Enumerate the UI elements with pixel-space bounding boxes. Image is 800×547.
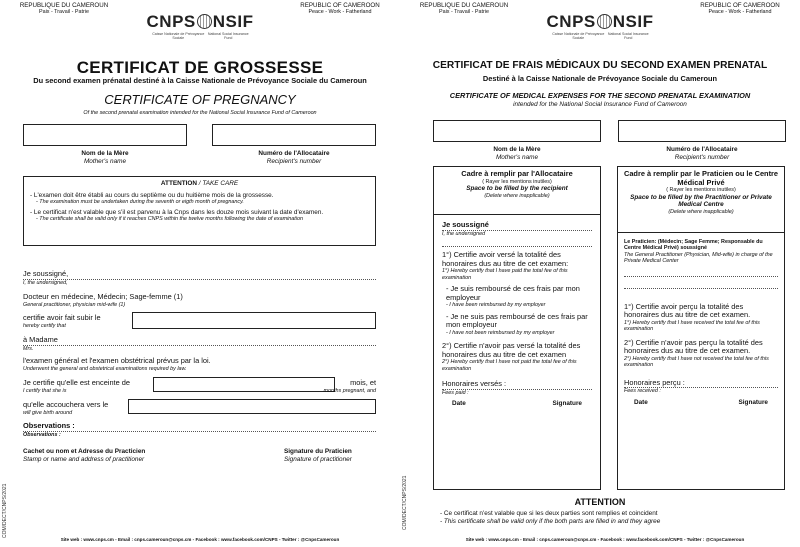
practitioner-section-sub: ( Rayer les mentions inutiles): [666, 187, 736, 194]
attention-item-2: - Le certificat n'est valable que s'il est parvenu à la Cnps dans les douze mois suivant la date d'examen.: [30, 209, 369, 217]
recipient-section-body: [434, 215, 600, 408]
form-code-2: COM/DECT/CNPS/2021: [402, 475, 408, 530]
recipient-label-en-2: Recipient's number: [674, 153, 730, 161]
practitioner-certify-2-en: 2°) Hereby certify that I have not received the total fee of this examination: [624, 355, 769, 369]
page-subtitle-en: Of the second prenatal examination intended for the National Social Insurance Fund of Cameroon: [83, 110, 317, 116]
motto-en-2: Peace - Work - Fatherland: [708, 9, 772, 15]
practitioner-label-en: The General Practitioner (Physician, Mid-wife) in charge of the Private Medical Center: [624, 251, 773, 265]
logo-text-cnps: CNPS: [146, 12, 196, 31]
attention-title-fr: ATTENTION: [160, 180, 197, 187]
republic-header-en-2: [690, 2, 790, 16]
doctor-label: Docteur en médecine, Médecin; Sage-femme (1): [23, 292, 183, 301]
recipient-fees-paid[interactable]: Honoraires versés :: [442, 380, 592, 390]
undersigned-line: [23, 270, 376, 286]
certify-line: [23, 314, 143, 329]
pregnant-label-en: I certify that she is: [23, 387, 67, 394]
recipient-label-fr-2: Numéro de l'Allocataire: [666, 146, 738, 153]
birth-label-en: will give birth around: [23, 409, 73, 416]
republic-header-en: [290, 2, 390, 16]
practitioner-certify-1-en: 1°) Hereby certify that I have received the total fee of this examination: [624, 319, 760, 333]
page-title: CERTIFICAT DE GROSSESSE: [76, 58, 324, 77]
madame-line: [23, 336, 376, 352]
stamp-label: Cachet ou nom et Adresse du Practicien: [23, 448, 146, 455]
pregnant-line: [23, 379, 153, 394]
recipient-undersigned-en: I, the undersigned: [442, 230, 486, 237]
recipient-number-label: [212, 150, 376, 165]
page-title-en: CERTIFICATE OF PREGNANCY: [104, 92, 296, 107]
exam-label-en: Underwent the general and obstetrical examinations required by law.: [23, 365, 187, 372]
republic-fr: REPUBLIQUE DU CAMEROUN: [19, 2, 109, 9]
practitioner-name-line-2[interactable]: [624, 277, 778, 289]
stamp-block: [23, 448, 223, 463]
motto-en: Peace - Work - Fatherland: [308, 9, 372, 15]
recipient-label-fr: Numéro de l'Allocataire: [258, 150, 330, 157]
page-subtitle-en-2: intended for the National Social Insurance Fund of Cameroon: [513, 101, 687, 108]
practitioner-section-title-en: Space to be filled by the Practitioner or Private Medical Centre: [630, 193, 772, 209]
practitioner-signature-label: Signature: [738, 398, 768, 406]
recipient-number-field[interactable]: [212, 124, 376, 146]
recipient-certify-1: 1°) Certifie avoir versé la totalité des honoraires dus au titre de cet examen:: [442, 250, 569, 268]
certify-field[interactable]: [132, 312, 376, 329]
mother-name-label: [23, 150, 187, 165]
attention-footer-title: ATTENTION: [574, 497, 626, 507]
mother-label-fr-2: Nom de la Mère: [493, 146, 541, 153]
madame-label[interactable]: à Madame: [23, 336, 376, 346]
practitioner-fees-received-en: Fees received :: [624, 388, 661, 395]
logo-text-cnps-2: CNPS: [546, 12, 596, 31]
page-subtitle: Du second examen prénatal destiné à la Caisse Nationale de Prévoyance Sociale du Cameroun: [33, 76, 367, 85]
certify-label-en: hereby certify that: [23, 322, 66, 329]
exam-line: [23, 357, 376, 372]
attention-title: [30, 180, 369, 188]
logo-text-nsif: NSIF: [212, 12, 254, 31]
practitioner-certify-1: 1°) Certifie avoir perçu la totalité des honoraires dus au titre de cet examen.: [624, 301, 751, 320]
practitioner-date-label: Date: [634, 398, 648, 406]
recipient-section-header: [434, 167, 600, 215]
attention-footer-en: - This certificate shall be valid only if the both parts are filled in and they agree: [440, 518, 780, 526]
recipient-sign-row: [442, 400, 592, 408]
mother-name-label-2: [433, 146, 601, 161]
cnps-logo-2: [530, 12, 670, 40]
republic-header-fr-2: [414, 2, 514, 16]
practitioner-section-body: [618, 233, 784, 406]
observations-label-en: Observations :: [23, 431, 61, 438]
attention-item-2-en: - The certificate shall be valid only if it reaches CNPS within the twelve months following the date of examination: [30, 216, 369, 222]
madame-label-en: Mrs.: [23, 345, 34, 352]
months-label-group: [296, 379, 376, 394]
undersigned-label-en: I, the undersigned,: [23, 279, 68, 286]
recipient-date-label: Date: [452, 400, 466, 408]
pregnant-label: Je certifie qu'elle est enceinte de: [23, 378, 130, 387]
recipient-reimbursed-option-en: - I have been reimbursed by my employer: [442, 302, 592, 308]
page-title-2: CERTIFICAT DE FRAIS MÉDICAUX DU SECOND EXAMEN PRENATAL: [432, 60, 768, 71]
recipient-certify-2: 2°) Certifie n'avoir pas versé la totalité des honoraires dus au titre de cet examen: [442, 341, 581, 359]
observations-label[interactable]: Observations :: [23, 422, 376, 432]
logo-sub-en-2: National Social Insurance Fund: [607, 32, 649, 40]
months-label-en: months pregnant, and: [323, 387, 376, 394]
stamp-label-en: Stamp or name and address of practitioner: [23, 455, 145, 463]
logo-text-nsif-2: NSIF: [612, 12, 654, 31]
attention-box: [23, 176, 376, 246]
recipient-undersigned[interactable]: Je soussigné: [442, 221, 592, 231]
doctor-label-en: General practitioner, physician mid-wife (1): [23, 301, 126, 308]
recipient-certify-1-en: 1°) Hereby certify that I have paid the total fee of this examination: [442, 268, 568, 281]
mother-label-en: Mother's name: [83, 157, 127, 165]
certify-label: certifie avoir fait subir le: [23, 313, 101, 322]
recipient-certify-2-en: 2°) Hereby certify that I have not paid the total fee of this examination: [442, 359, 577, 372]
globe-icon: [197, 14, 212, 29]
footer-contact: Site web : www.cnps.cm - Email : cnps.cameroun@cnps.cm - Facebook : www.facebook.com/CNPS - Twitter : @CnpsCameroun: [60, 537, 340, 542]
logo-sub-en: National Social Insurance Fund: [207, 32, 249, 40]
recipient-not-reimbursed-option-en: - I have not been reimbursed by my employer: [442, 330, 592, 336]
exam-label: l'examen général et l'examen obstétrical prévus par la loi.: [23, 356, 211, 365]
practitioner-certify-2: 2°) Certifie n'avoir pas perçu la totalité des honoraires dus au titre de cet examen.: [624, 337, 763, 356]
republic-header-fr: [14, 2, 114, 16]
months-label: mois, et: [350, 378, 376, 387]
footer-contact-2: Site web : www.cnps.cm - Email : cnps.cameroun@cnps.cm - Facebook : www.facebook.com/CNPS - Twitter : @CnpsCameroun: [465, 537, 745, 542]
cnps-logo: [130, 12, 270, 40]
attention-footer-fr: - Ce certificat n'est valable que si les deux parties sont remplies et coincident: [440, 510, 780, 518]
birth-label: qu'elle accouchera vers le: [23, 400, 109, 409]
attention-title-en: / TAKE CARE: [198, 180, 239, 187]
signature-label: Signature du Praticien: [284, 448, 352, 455]
motto-fr-2: Paix - Travail - Patrie: [438, 9, 490, 15]
mother-label-fr: Nom de la Mère: [81, 150, 129, 157]
republic-en: REPUBLIC OF CAMEROON: [300, 2, 380, 9]
recipient-section: [433, 166, 601, 490]
observations-line: [23, 422, 376, 438]
page-subtitle-2: Destiné à la Caisse Nationale de Prévoyance Sociale du Cameroun: [482, 74, 718, 83]
recipient-number-field-2[interactable]: [618, 120, 786, 142]
recipient-not-reimbursed-option[interactable]: - Je ne suis pas remboursé de ces frais par mon employeur: [442, 313, 592, 330]
doctor-line: [23, 293, 376, 308]
attention-footer: [440, 510, 780, 525]
practitioner-section-title: Cadre à remplir par le Praticien ou le Centre Médical Privé: [623, 169, 779, 187]
birth-date-field[interactable]: [128, 399, 376, 414]
practitioner-section-header: [618, 167, 784, 233]
recipient-number-label-2: [618, 146, 786, 161]
logo-sub-fr-2: Caisse Nationale de Prévoyance Sociale: [552, 32, 605, 40]
practitioner-fees-received[interactable]: Honoraires perçu :: [624, 379, 778, 389]
republic-fr-2: REPUBLIQUE DU CAMEROUN: [419, 2, 509, 9]
attention-item-1: - L'examen doit être établi au cours du septième ou du huitième mois de la grossesse.: [30, 192, 369, 200]
globe-icon: [597, 14, 612, 29]
signature-block: [284, 448, 384, 463]
recipient-name-line[interactable]: [442, 237, 592, 247]
birth-line: [23, 401, 133, 416]
recipient-section-title: Cadre à remplir par l'Allocataire: [461, 169, 573, 178]
practitioner-sign-row: [624, 399, 778, 407]
republic-en-2: REPUBLIC OF CAMEROON: [700, 2, 780, 9]
recipient-signature-label: Signature: [552, 400, 582, 408]
recipient-section-sub-en: (Delete where inapplicable): [484, 192, 550, 199]
practitioner-section-sub-en: (Delete where inapplicable): [668, 208, 734, 215]
practitioner-name-line-1[interactable]: [624, 265, 778, 277]
medical-expenses-page: [400, 0, 800, 547]
recipient-label-en: Recipient's number: [266, 157, 322, 165]
mother-name-field-2[interactable]: [433, 120, 601, 142]
recipient-section-title-en: Space to be filled by the recipient: [466, 185, 568, 192]
undersigned-label[interactable]: Je soussigné,: [23, 270, 376, 280]
recipient-section-sub: ( Rayer les mentions inutiles): [482, 178, 552, 185]
recipient-reimbursed-option[interactable]: - Je suis remboursé de ces frais par mon employeur: [442, 285, 592, 302]
form-code: COM/DECT/CNPS/2021: [2, 483, 8, 538]
signature-label-en: Signature of practitioner: [284, 455, 352, 463]
practitioner-label: Le Praticien: (Médecin; Sage Femme; Responsable du Centre Médical Privé) soussigné: [624, 239, 763, 252]
practitioner-section: [617, 166, 785, 490]
logo-sub-fr: Caisse Nationale de Prévoyance Sociale: [152, 32, 205, 40]
recipient-fees-paid-en: Fees paid :: [442, 389, 469, 396]
motto-fr: Paix - Travail - Patrie: [38, 9, 90, 15]
attention-item-1-en: - The examination must be undertaken during the seventh or eigth month of pregnancy.: [30, 199, 369, 205]
page-title-en-2: CERTIFICATE OF MEDICAL EXPENSES FOR THE SECOND PRENATAL EXAMINATION: [449, 91, 751, 100]
mother-label-en-2: Mother's name: [495, 153, 539, 161]
mother-name-field[interactable]: [23, 124, 187, 146]
